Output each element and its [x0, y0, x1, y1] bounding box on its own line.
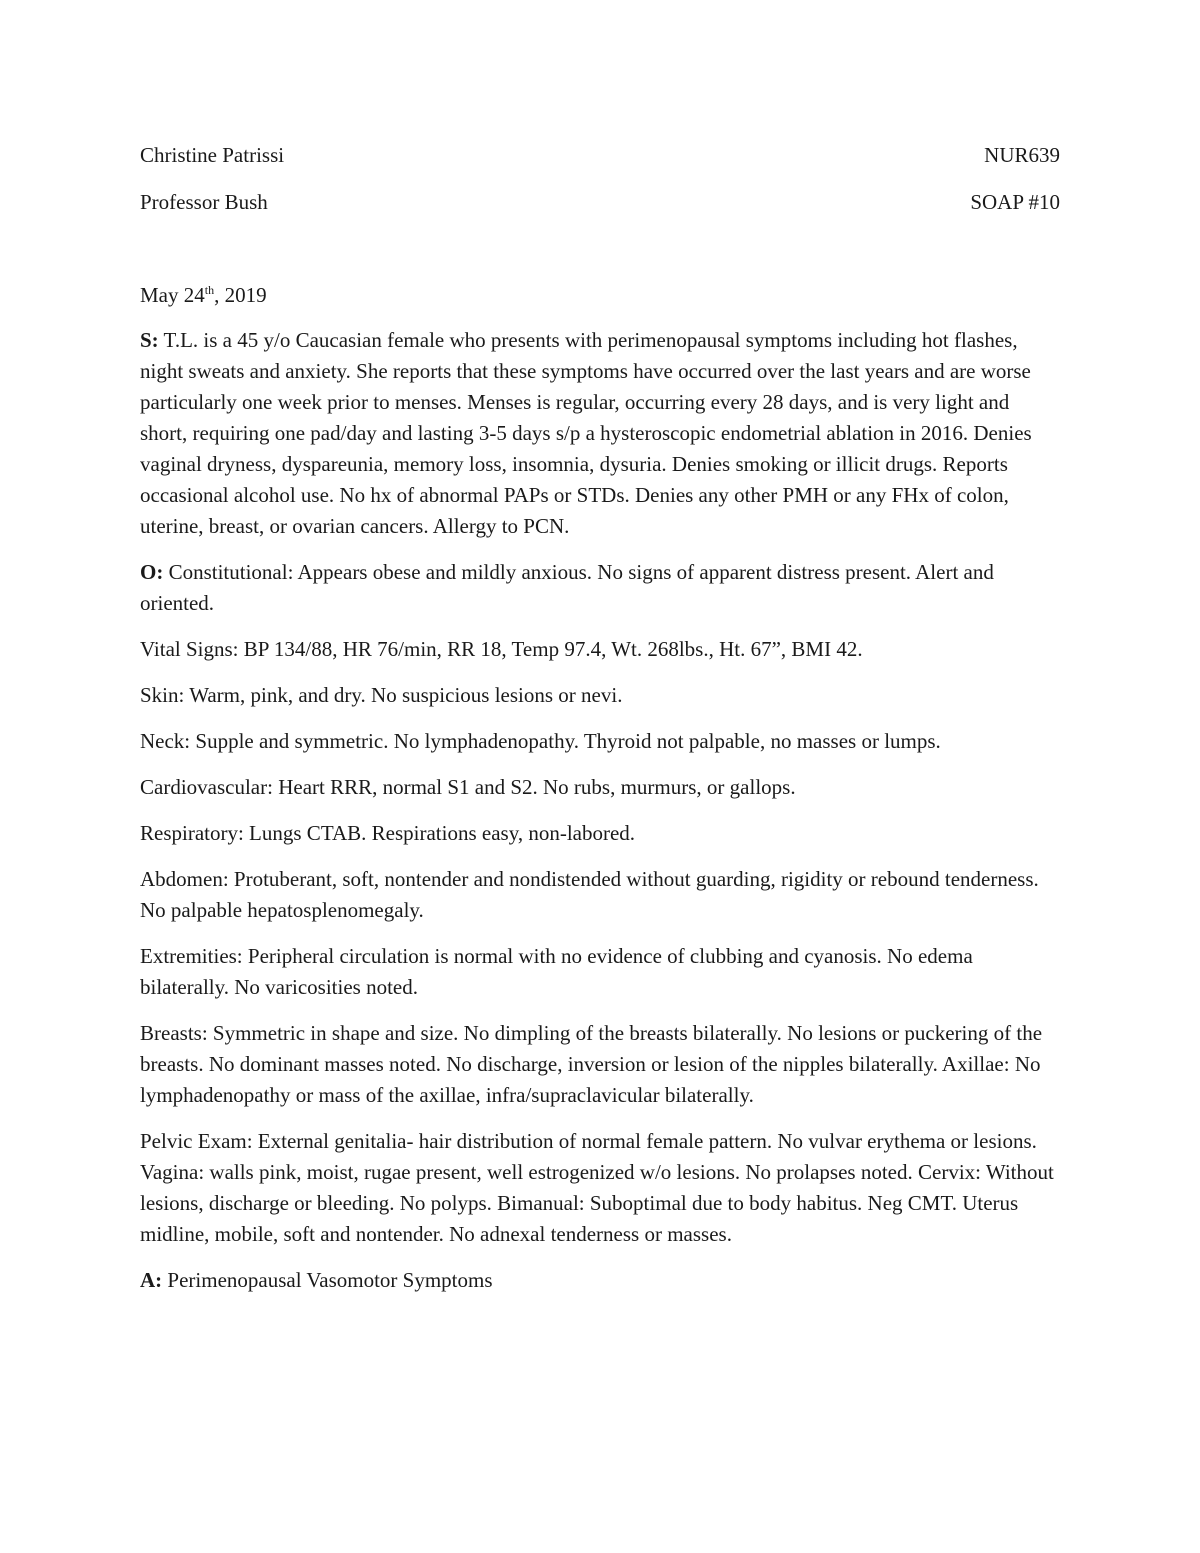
extremities-exam: Extremities: Peripheral circulation is normal with no evidence of clubbing and cyanosis. No edema bilaterally. No varicosities noted.	[140, 944, 973, 999]
vital-signs: Vital Signs: BP 134/88, HR 76/min, RR 18, Temp 97.4, Wt. 268lbs., Ht. 67”, BMI 42.	[140, 637, 863, 661]
header-row-1	[140, 140, 1060, 171]
assessment-section	[140, 1265, 1060, 1296]
constitutional-text: Constitutional: Appears obese and mildly anxious. No signs of apparent distress present. Alert and oriented.	[140, 560, 994, 615]
pelvic-exam: Pelvic Exam: External genitalia- hair distribution of normal female pattern. No vulvar erythema or lesions. Vagina: walls pink, moist, rugae present, well estrogenized w/o lesions. No prolapses noted. Cervix: Without lesions, discharge or bleeding. No polyps. Bimanual: Suboptimal due to body habitus. Neg CMT. Uterus midline, mobile, soft and nontender. No adnexal tenderness or masses.	[140, 1129, 1054, 1246]
student-name: Christine Patrissi	[140, 143, 285, 167]
assignment-title: SOAP #10	[970, 190, 1060, 214]
header-row-2	[140, 187, 1060, 218]
respiratory-exam: Respiratory: Lungs CTAB. Respirations easy, non-labored.	[140, 821, 636, 845]
subjective-label: S:	[140, 328, 159, 352]
abdomen-exam: Abdomen: Protuberant, soft, nontender and nondistended without guarding, rigidity or rebound tenderness. No palpable hepatosplenomegaly.	[140, 867, 1039, 922]
assessment-label: A:	[140, 1268, 163, 1292]
document-page	[140, 140, 1060, 1296]
objective-label: O:	[140, 560, 164, 584]
assessment-text: Perimenopausal Vasomotor Symptoms	[162, 1268, 493, 1292]
date-month-day: May 24	[140, 283, 205, 307]
cardiovascular-exam: Cardiovascular: Heart RRR, normal S1 and S2. No rubs, murmurs, or gallops.	[140, 775, 796, 799]
subjective-text: T.L. is a 45 y/o Caucasian female who presents with perimenopausal symptoms including hot flashes, night sweats and anxiety. She reports that these symptoms have occurred over the last years and are worse particularly one week prior to menses. Menses is regular, occurring every 28 days, and is very light and short, requiring one pad/day and lasting 3-5 days s/p a hysteroscopic endometrial ablation in 2016. Denies vaginal dryness, dyspareunia, memory loss, insomnia, dysuria. Denies smoking or illicit drugs. Reports occasional alcohol use. No hx of abnormal PAPs or STDs. Denies any other PMH or any FHx of colon, uterine, breast, or ovarian cancers. Allergy to PCN.	[140, 328, 1032, 538]
document-date	[140, 280, 1060, 311]
professor-name: Professor Bush	[140, 190, 268, 214]
skin-exam: Skin: Warm, pink, and dry. No suspicious lesions or nevi.	[140, 683, 623, 707]
date-year: , 2019	[214, 283, 267, 307]
objective-section	[140, 557, 1060, 619]
neck-exam: Neck: Supple and symmetric. No lymphadenopathy. Thyroid not palpable, no masses or lumps.	[140, 729, 941, 753]
breasts-exam: Breasts: Symmetric in shape and size. No dimpling of the breasts bilaterally. No lesions or puckering of the breasts. No dominant masses noted. No discharge, inversion or lesion of the nipples bilaterally. Axillae: No lymphadenopathy or mass of the axillae, infra/supraclavicular bilaterally.	[140, 1021, 1043, 1107]
course-code: NUR639	[984, 143, 1060, 167]
date-suffix: th	[204, 283, 215, 297]
subjective-section	[140, 325, 1060, 542]
